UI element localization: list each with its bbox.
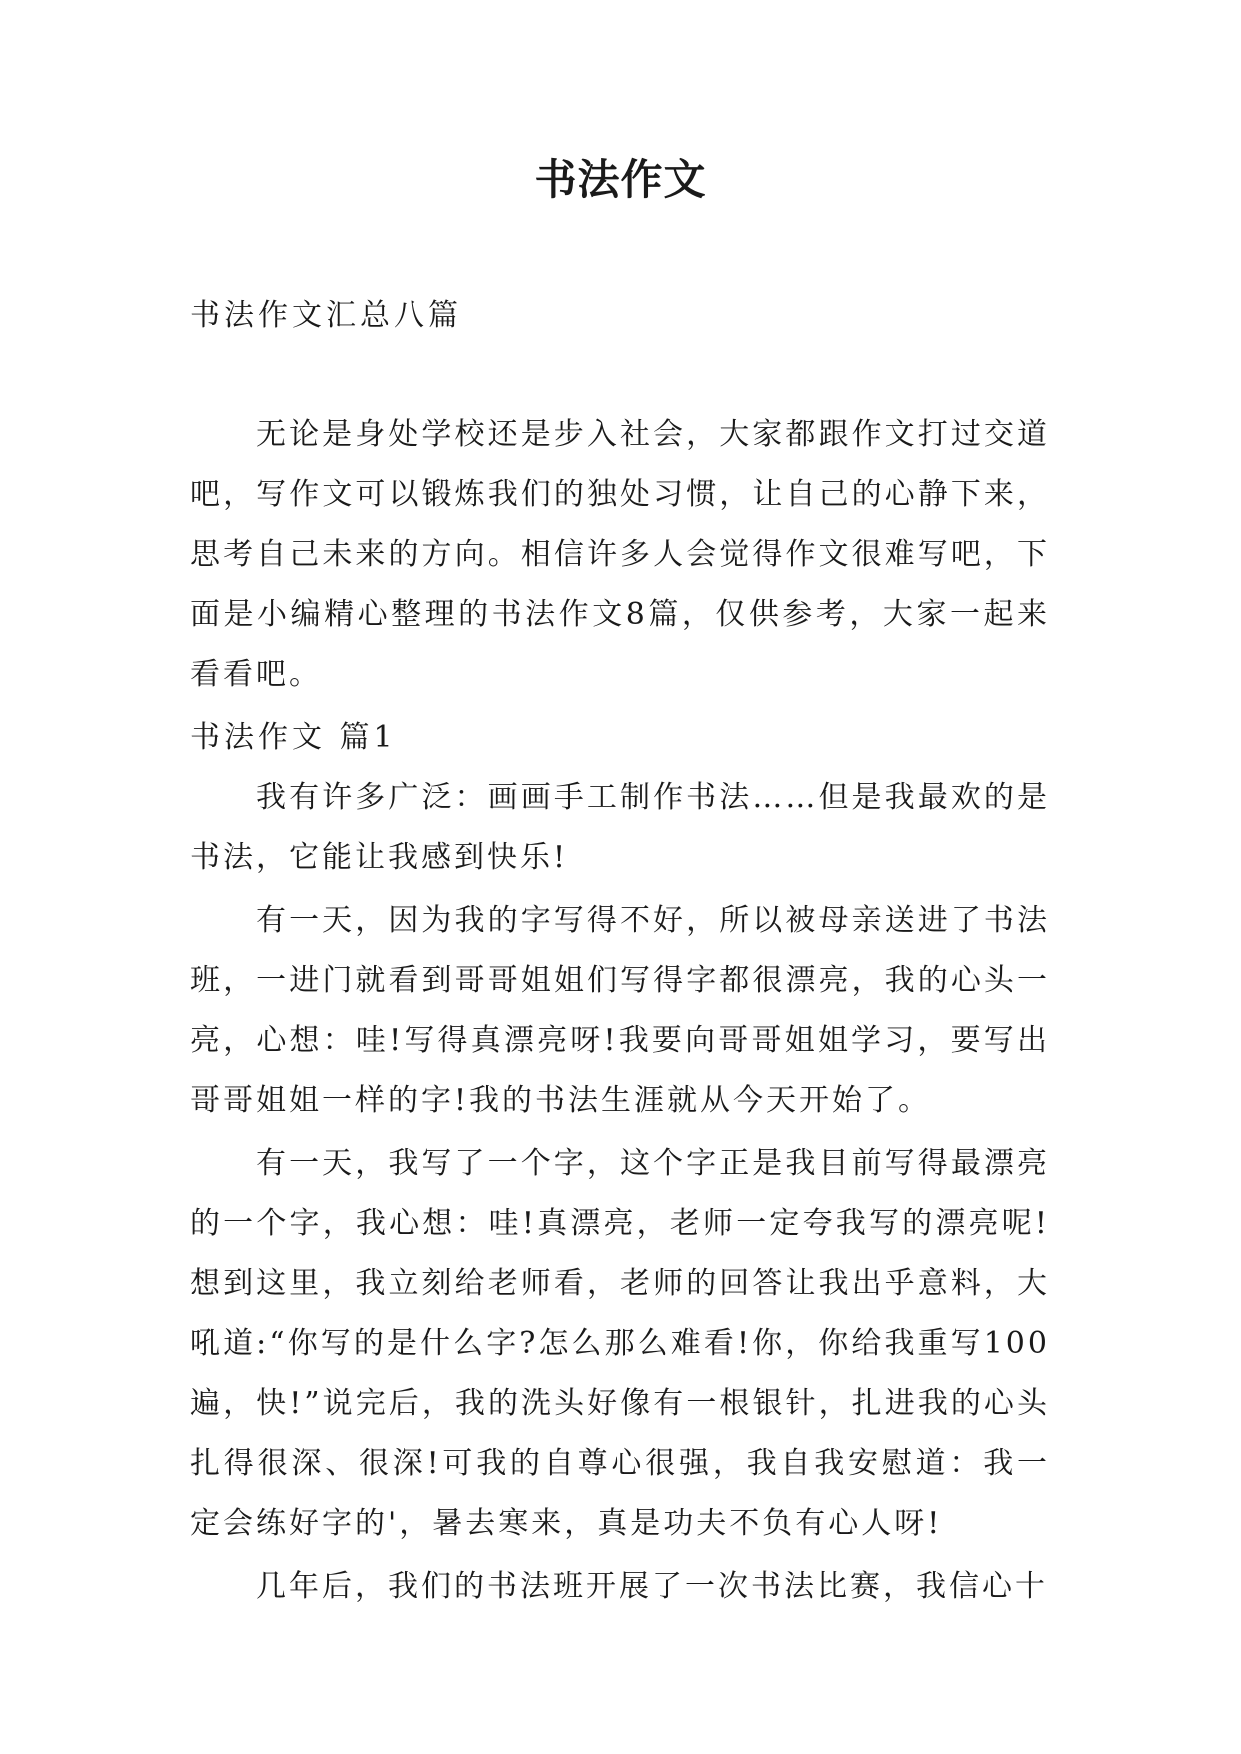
body-paragraph: 有一天，我写了一个字，这个字正是我目前写得最漂亮的一个字，我心想：哇!真漂亮，老师一定夸我写的漂亮呢!想到这里，我立刻给老师看，老师的回答让我出乎意料，大吼道:“你写的是什么字?怎么那么难看!你，你给我重写100遍，快!”说完后，我的洗头好像有一根银针，扎进我的心头扎得很深、很深!可我的自尊心很强，我自我安慰道：我一定会练好字的'，暑去寒来，真是功夫不负有心人呀!: [190, 1146, 1050, 1541]
body-paragraph: 我有许多广泛：画画手工制作书法……但是我最欢的是书法，它能让我感到快乐!: [190, 780, 1050, 875]
document-body: [190, 405, 1050, 1620]
document-subtitle: 书法作文汇总八篇: [190, 298, 462, 333]
intro-paragraph: 无论是身处学校还是步入社会，大家都跟作文打过交道吧，写作文可以锻炼我们的独处习惯，让自己的心静下来，思考自己未来的方向。相信许多人会觉得作文很难写吧，下面是小编精心整理的书法作文8篇，仅供参考，大家一起来看看吧。: [190, 417, 1050, 692]
body-paragraph: 有一天，因为我的字写得不好，所以被母亲送进了书法班，一进门就看到哥哥姐姐们写得字都很漂亮，我的心头一亮，心想：哇!写得真漂亮呀!我要向哥哥姐姐学习，要写出哥哥姐姐一样的字!我的书法生涯就从今天开始了。: [190, 903, 1050, 1118]
page-title: 书法作文: [534, 155, 707, 204]
body-paragraph: 几年后，我们的书法班开展了一次书法比赛，我信心十: [256, 1569, 1048, 1604]
section-heading: 书法作文 篇1: [190, 720, 397, 755]
